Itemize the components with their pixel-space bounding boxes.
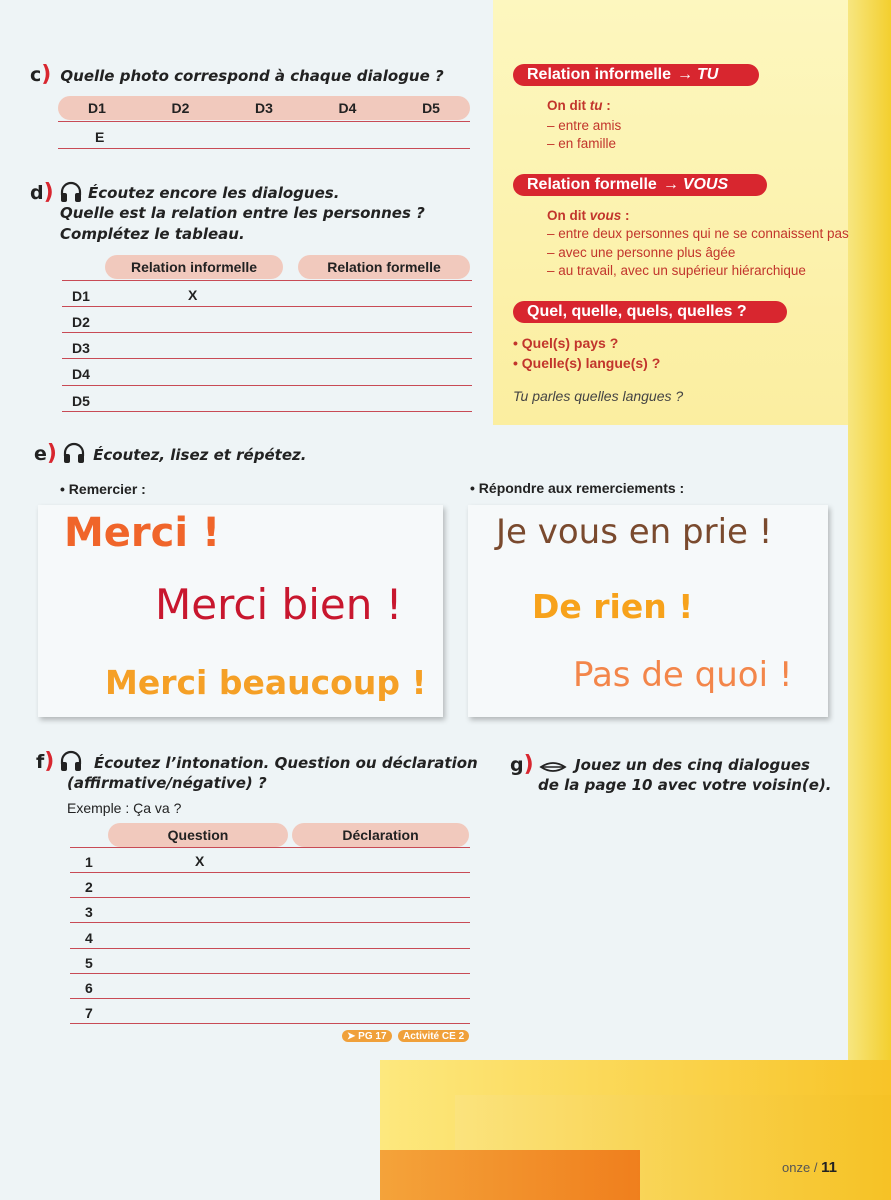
page-edge-background [848, 0, 891, 1200]
f-row-label: 1 [85, 854, 93, 870]
intro-word: vous [589, 208, 622, 223]
c-answer-cell[interactable]: E [95, 129, 105, 145]
c-header-cell: D5 [422, 100, 440, 116]
page-word: onze [782, 1160, 811, 1175]
informal-item: – entre amis [547, 118, 622, 133]
arrow-right-icon: → [677, 66, 694, 83]
f-row-label: 2 [85, 879, 93, 895]
section-g-instruction-2: de la page 10 avec votre voisin(e). [538, 776, 832, 794]
page-number-value: 11 [821, 1159, 837, 1176]
informal-title: Relation informelle [527, 66, 672, 83]
d-table-line [62, 358, 472, 359]
section-f-instruction-1: Écoutez l’intonation. Question ou déclaration [94, 754, 478, 772]
section-d-instruction-2: Quelle est la relation entre les personnes ? [60, 204, 425, 222]
section-f-instruction-2: (affirmative/négative) ? [67, 774, 267, 792]
f-row-label: 6 [85, 980, 93, 996]
d-row-label: D1 [72, 288, 90, 304]
section-paren: ) [44, 749, 55, 774]
f-table-line [70, 1023, 470, 1024]
quel-title-pill: Quel, quelle, quels, quelles ? [513, 301, 787, 323]
d-table-line [62, 332, 472, 333]
f-header-question: Question [108, 823, 288, 847]
reply-phrase: Je vous en prie ! [496, 512, 773, 552]
d-table-line [62, 411, 472, 412]
f-table-line [70, 948, 470, 949]
c-header-cell: D1 [88, 100, 106, 116]
quel-item: • Quel(s) pays ? [513, 335, 619, 351]
section-f-letter [36, 749, 83, 776]
d-table-line [62, 306, 472, 307]
f-header-declaration: Déclaration [292, 823, 469, 847]
informal-item: – en famille [547, 136, 617, 151]
arrow-right-icon: → [662, 176, 679, 193]
f-row-label: 7 [85, 1005, 93, 1021]
reply-phrase: De rien ! [532, 587, 694, 626]
section-c-instruction: Quelle photo correspond à chaque dialogue ? [60, 67, 444, 85]
section-letter: g [510, 754, 524, 776]
quel-example: Tu parles quelles langues ? [513, 388, 684, 404]
c-header-cell: D3 [255, 100, 273, 116]
section-d-instruction-1: Écoutez encore les dialogues. [88, 184, 340, 202]
section-letter: d [30, 182, 44, 204]
c-header-cell: D4 [338, 100, 357, 116]
d-mark-cell[interactable]: X [188, 287, 198, 303]
f-row-label: 5 [85, 955, 93, 971]
section-paren: ) [41, 62, 52, 87]
intro-word: tu [589, 98, 603, 113]
d-table-line [62, 385, 472, 386]
c-table-line [58, 148, 470, 149]
thanks-phrase: Merci ! [64, 510, 221, 556]
section-paren: ) [43, 180, 54, 205]
formal-title: Relation formelle [527, 176, 657, 193]
reply-label: • Répondre aux remerciements : [470, 480, 685, 496]
formal-intro [547, 207, 630, 225]
page-separator: / [813, 1160, 818, 1175]
thanks-phrase: Merci beaucoup ! [105, 663, 427, 702]
intro-suffix: : [621, 208, 630, 223]
informal-title-pill [513, 64, 759, 86]
f-table-line [70, 847, 470, 848]
c-header-cell: D2 [171, 100, 190, 116]
formal-title-pill [513, 174, 767, 196]
c-table-header [58, 96, 470, 120]
d-header-informal: Relation informelle [105, 255, 283, 279]
section-c-heading [30, 62, 444, 87]
section-e-heading [34, 441, 306, 468]
informal-pronoun: TU [697, 66, 719, 83]
f-mark-cell[interactable]: X [195, 853, 205, 869]
reply-phrase: Pas de quoi ! [573, 655, 793, 695]
d-row-label: D4 [72, 366, 90, 382]
formal-item: – entre deux personnes qui ne se connaissent pas [547, 226, 849, 241]
d-row-label: D3 [72, 340, 90, 356]
section-paren: ) [523, 752, 534, 777]
f-example: Exemple : Ça va ? [67, 800, 182, 816]
activity-reference-tag[interactable]: Activité CE 2 [398, 1030, 469, 1042]
thanks-phrase: Merci bien ! [155, 580, 403, 629]
bottom-photo-strip [380, 1150, 640, 1200]
f-table-line [70, 897, 470, 898]
formal-pronoun: VOUS [682, 176, 729, 193]
d-row-label: D2 [72, 314, 90, 330]
f-table-line [70, 998, 470, 999]
intro-prefix: On dit [547, 208, 590, 223]
section-letter: f [36, 751, 45, 773]
d-row-label: D5 [72, 393, 90, 409]
f-table-line [70, 872, 470, 873]
quel-item: • Quelle(s) langue(s) ? [513, 355, 661, 371]
d-table-line [62, 280, 472, 281]
f-row-label: 3 [85, 904, 93, 920]
c-table-line [58, 121, 470, 122]
intro-suffix: : [602, 98, 611, 113]
thank-label: • Remercier : [60, 481, 146, 497]
pg-reference-tag[interactable]: ➤ PG 17 [342, 1030, 392, 1042]
section-e-instruction: Écoutez, lisez et répétez. [93, 446, 307, 464]
f-table-line [70, 922, 470, 923]
section-letter: e [34, 443, 47, 465]
formal-item: – au travail, avec un supérieur hiérarchique [547, 263, 806, 278]
section-d-instruction-3: Complétez le tableau. [60, 225, 245, 243]
section-letter: c [30, 64, 42, 86]
formal-item: – avec une personne plus âgée [547, 245, 736, 260]
d-header-formal: Relation formelle [298, 255, 470, 279]
informal-intro [547, 97, 611, 115]
section-g-instruction-1: Jouez un des cinq dialogues [575, 756, 810, 774]
intro-prefix: On dit [547, 98, 590, 113]
f-row-label: 4 [85, 930, 93, 946]
headphones-icon [62, 442, 86, 468]
f-table-line [70, 973, 470, 974]
page-number [782, 1159, 837, 1176]
section-paren: ) [46, 441, 57, 466]
